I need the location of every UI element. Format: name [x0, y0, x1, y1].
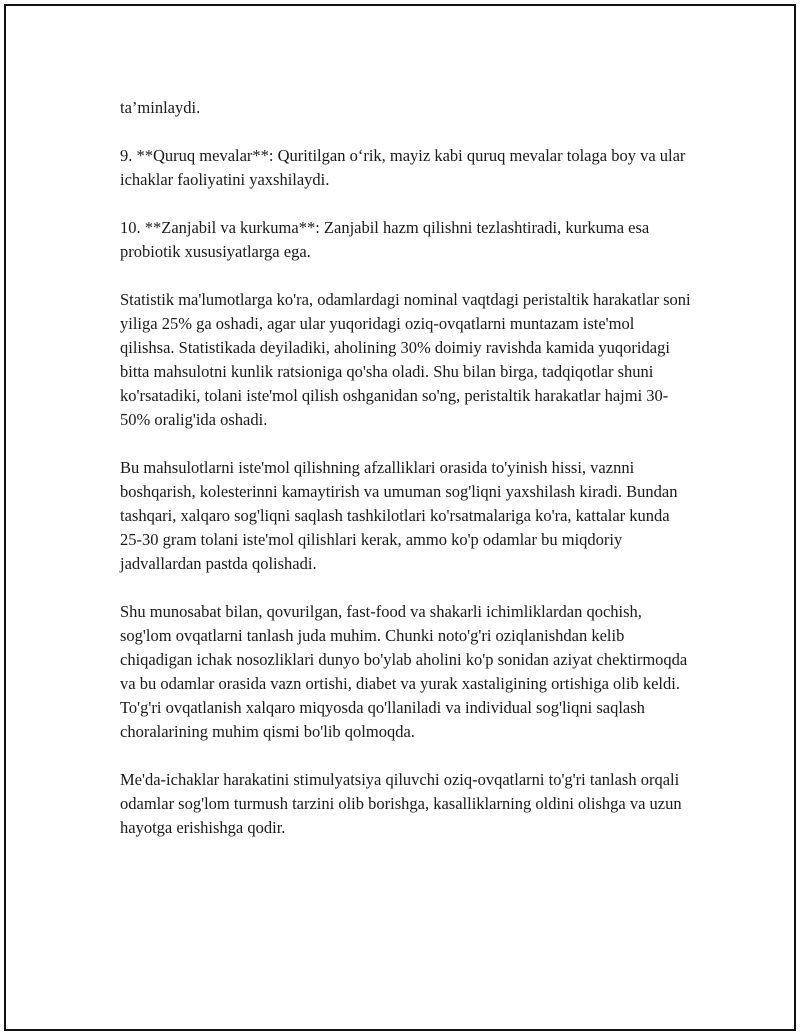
paragraph-item-10: 10. **Zanjabil va kurkuma**: Zanjabil hazm qilishni tezlashtiradi, kurkuma esa probiotik xususiyatlarga ega. — [120, 218, 650, 261]
paragraph-continuation: ta’minlaydi. — [120, 98, 201, 117]
paragraph-item-9: 9. **Quruq mevalar**: Quritilgan o‘rik, mayiz kabi quruq mevalar tolaga boy va ular ichaklar faoliyatini yaxshilaydi. — [120, 146, 686, 189]
document-body — [120, 96, 692, 864]
paragraph-conclusion: Me'da-ichaklar harakatini stimulyatsiya qiluvchi oziq-ovqatlarni to'g'ri tanlash orqali odamlar sog'lom turmush tarzini olib borishga, kasalliklarning oldini olishga va uzun hayotga erishishga qodir. — [120, 770, 682, 837]
paragraph-benefits: Bu mahsulotlarni iste'mol qilishning afzalliklari orasida to'yinish hissi, vaznni boshqarish, kolesterinni kamaytirish va umuman sog'liqni yaxshilash kiradi. Bundan tashqari, xalqaro sog'liqni saqlash tashkilotlari ko'rsatmalariga ko'ra, kattalar kunda 25-30 gram tolani iste'mol qilishlari kerak, ammo ko'p odamlar bu miqdoriy jadvallardan pastda qolishadi. — [120, 458, 678, 573]
paragraph-statistics: Statistik ma'lumotlarga ko'ra, odamlardagi nominal vaqtdagi peristaltik harakatlar soni yiliga 25% ga oshadi, agar ular yuqoridagi oziq-ovqatlarni muntazam iste'mol qilishsa. Statistikada deyiladiki, aholining 30% doimiy ravishda kamida yuqoridagi bitta mahsulotni kunlik ratsioniga qo'sha oladi. Shu bilan birga, tadqiqotlar shuni ko'rsatadiki, tolani iste'mol qilish oshganidan so'ng, peristaltik harakatlar hajmi 30-50% oralig'ida oshadi. — [120, 290, 691, 429]
paragraph-healthy-choices: Shu munosabat bilan, qovurilgan, fast-food va shakarli ichimliklardan qochish, sog'lom ovqatlarni tanlash juda muhim. Chunki noto'g'ri oziqlanishdan kelib chiqadigan ichak nosozliklari dunyo bo'ylab aholini ko'p sonidan aziyat chektirmoqda va bu odamlar orasida vazn ortishi, diabet va yurak xastaligining ortishiga olib keldi. To'g'ri ovqatlanish xalqaro miqyosda qo'llaniladi va individual sog'liqni saqlash choralarining muhim qismi bo'lib qolmoqda. — [120, 602, 688, 741]
document-page — [4, 4, 796, 1031]
